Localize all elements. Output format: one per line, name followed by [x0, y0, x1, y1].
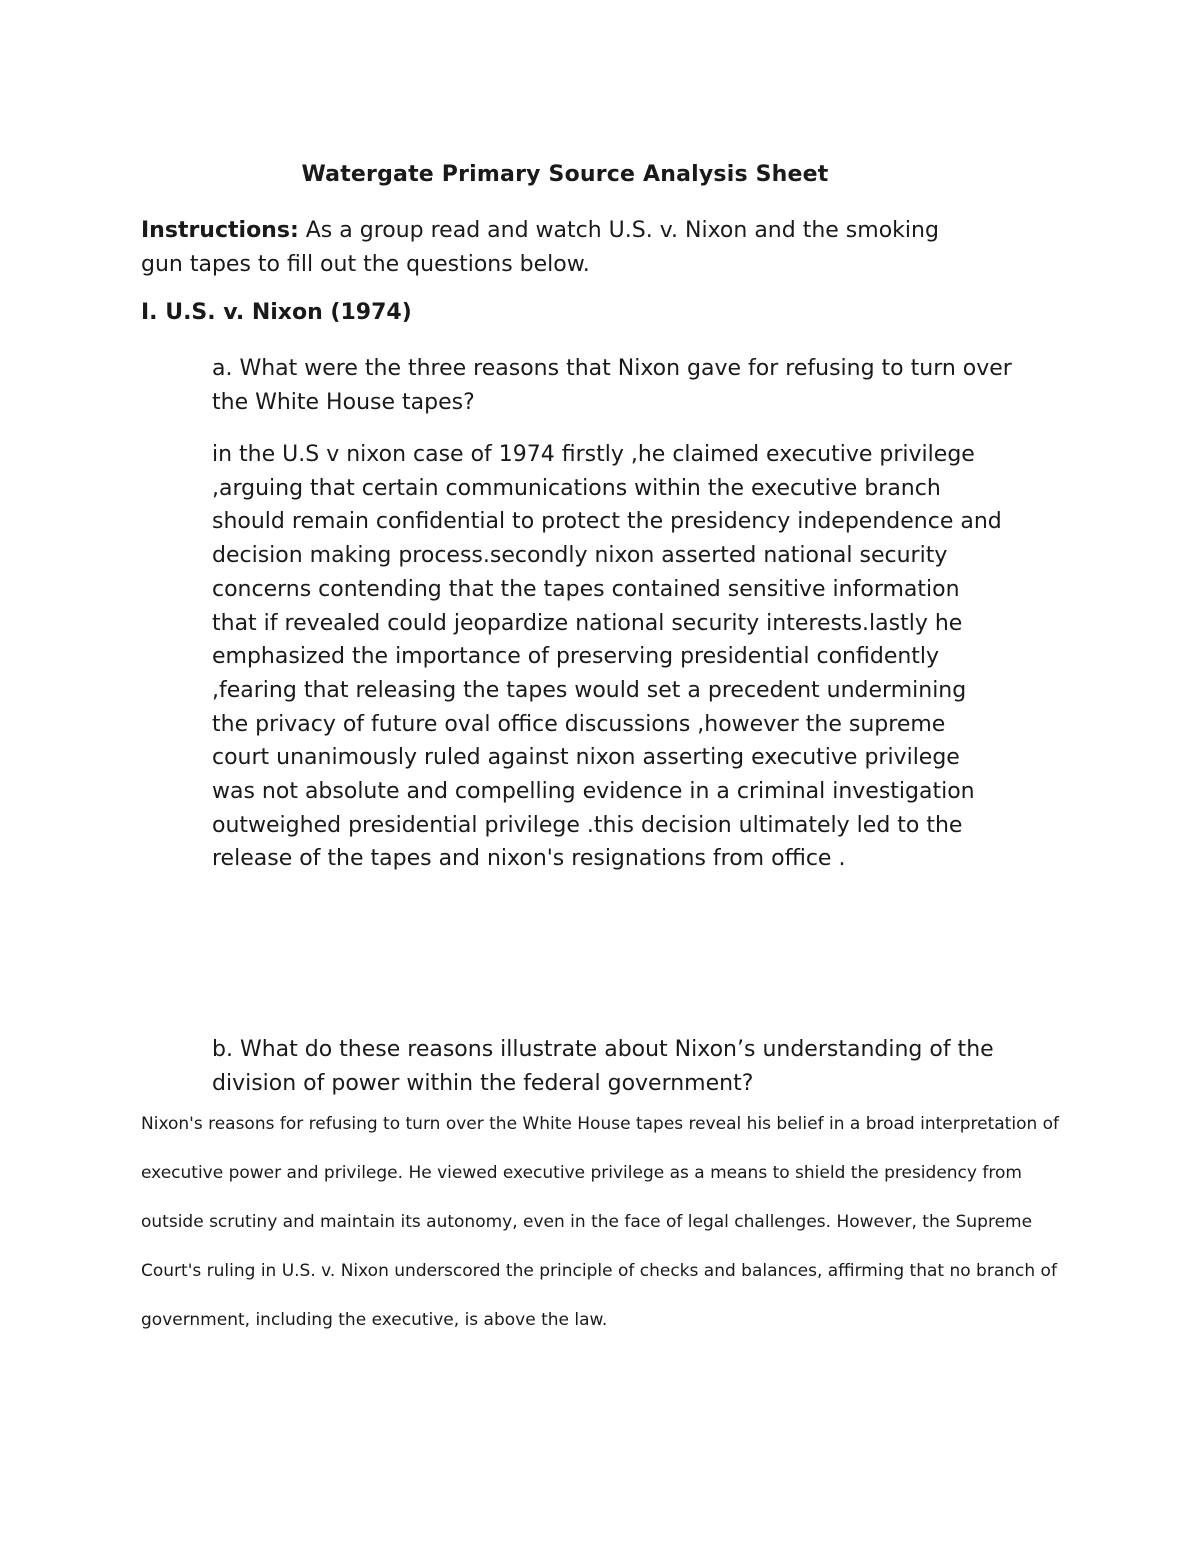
question-b: b. What do these reasons illustrate about Nixon’s understanding of the division of power within the federal government?: [212, 1037, 994, 1096]
instructions-paragraph: [141, 214, 971, 282]
instructions-label: Instructions:: [141, 218, 299, 243]
instructions-text: As a group read and watch U.S. v. Nixon and the smoking gun tapes to fill out the questions below.: [141, 218, 939, 277]
question-a: a. What were the three reasons that Nixon gave for refusing to turn over the White House tapes?: [212, 356, 1012, 415]
answer-b: Nixon's reasons for refusing to turn over the White House tapes reveal his belief in a broad interpretation of executive power and privilege. He viewed executive privilege as a means to shield the presidency from outside scrutiny and maintain its autonomy, even in the face of legal challenges. However, the Supreme Court's ruling in U.S. v. Nixon underscored the principle of checks and balances, affirming that no branch of government, including the executive, is above the law.: [141, 1114, 1060, 1330]
section-heading: I. U.S. v. Nixon (1974): [141, 300, 412, 325]
answer-a: in the U.S v nixon case of 1974 firstly ,he claimed executive privilege ,arguing that certain communications within the executive branch should remain confidential to protect the presidency independence and decision making process.secondly nixon asserted national security concerns contending that the tapes contained sensitive information that if revealed could jeopardize national security interests.lastly he emphasized the importance of preserving presidential confidently ,fearing that releasing the tapes would set a precedent undermining the privacy of future oval office discussions ,however the supreme court unanimously ruled against nixon asserting executive privilege was not absolute and compelling evidence in a criminal investigation outweighed presidential privilege .this decision ultimately led to the release of the tapes and nixon's resignations from office .: [212, 442, 1002, 872]
document-title: Watergate Primary Source Analysis Sheet: [301, 162, 829, 187]
